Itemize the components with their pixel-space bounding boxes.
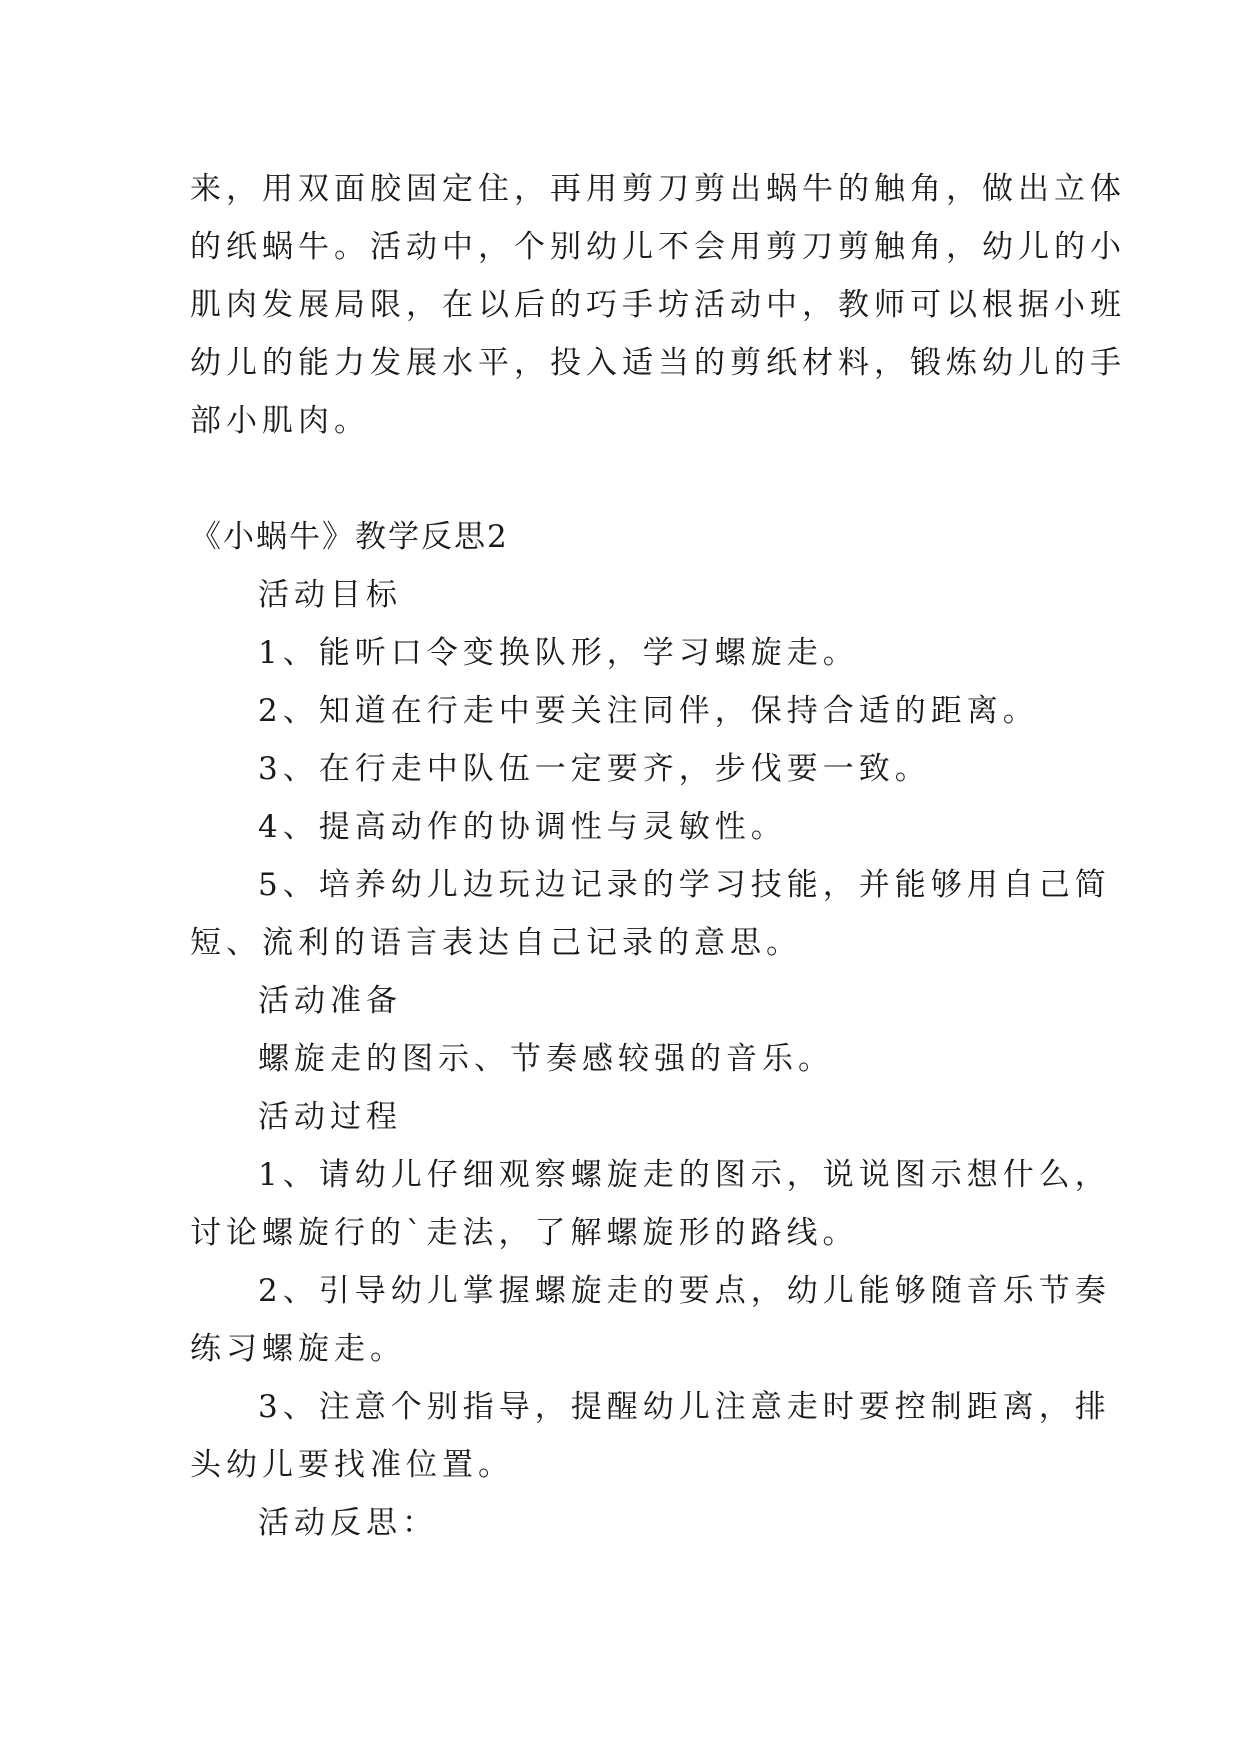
goal-item: 1、能听口令变换队形，学习螺旋走。 xyxy=(258,635,859,671)
paragraph-spacer xyxy=(190,450,1070,508)
text-line: 部小肌肉。 xyxy=(190,403,370,439)
text-line: 练习螺旋走。 xyxy=(190,1331,406,1367)
text-line: 肌肉发展局限，在以后的巧手坊活动中，教师可以根据小班 xyxy=(190,287,1126,323)
goal-item: 2、知道在行走中要关注同伴，保持合适的距离。 xyxy=(258,693,1039,729)
intro-paragraph xyxy=(190,160,1126,450)
process-heading: 活动过程 xyxy=(258,1099,402,1135)
text-line: 讨论螺旋行的`走法，了解螺旋形的路线。 xyxy=(190,1215,859,1251)
document-body xyxy=(190,160,1126,1552)
goal-item-5 xyxy=(190,856,1111,972)
section-title: 《小蜗牛》教学反思2 xyxy=(190,519,509,555)
text-line: 幼儿的能力发展水平，投入适当的剪纸材料，锻炼幼儿的手 xyxy=(190,345,1126,381)
process-step-3 xyxy=(190,1378,1111,1494)
text-line: 来，用双面胶固定住，再用剪刀剪出蜗牛的触角，做出立体 xyxy=(190,171,1126,207)
goals-heading: 活动目标 xyxy=(258,577,402,613)
process-step-2 xyxy=(190,1262,1111,1378)
text-line: 的纸蜗牛。活动中，个别幼儿不会用剪刀剪触角，幼儿的小 xyxy=(190,229,1126,265)
text-line: 1、请幼儿仔细观察螺旋走的图示，说说图示想什么， xyxy=(258,1157,1111,1193)
goal-item: 4、提高动作的协调性与灵敏性。 xyxy=(258,809,787,845)
text-line: 5、培养幼儿边玩边记录的学习技能，并能够用自己简 xyxy=(258,867,1111,903)
prep-heading: 活动准备 xyxy=(258,983,402,1019)
prep-text: 螺旋走的图示、节奏感较强的音乐。 xyxy=(258,1041,834,1077)
text-line: 头幼儿要找准位置。 xyxy=(190,1447,514,1483)
reflection-heading: 活动反思： xyxy=(258,1505,438,1541)
goal-item: 3、在行走中队伍一定要齐，步伐要一致。 xyxy=(258,751,931,787)
text-line: 3、注意个别指导，提醒幼儿注意走时要控制距离，排 xyxy=(258,1389,1111,1425)
text-line: 短、流利的语言表达自己记录的意思。 xyxy=(190,925,802,961)
process-step-1 xyxy=(190,1146,1111,1262)
text-line: 2、引导幼儿掌握螺旋走的要点，幼儿能够随音乐节奏 xyxy=(258,1273,1111,1309)
